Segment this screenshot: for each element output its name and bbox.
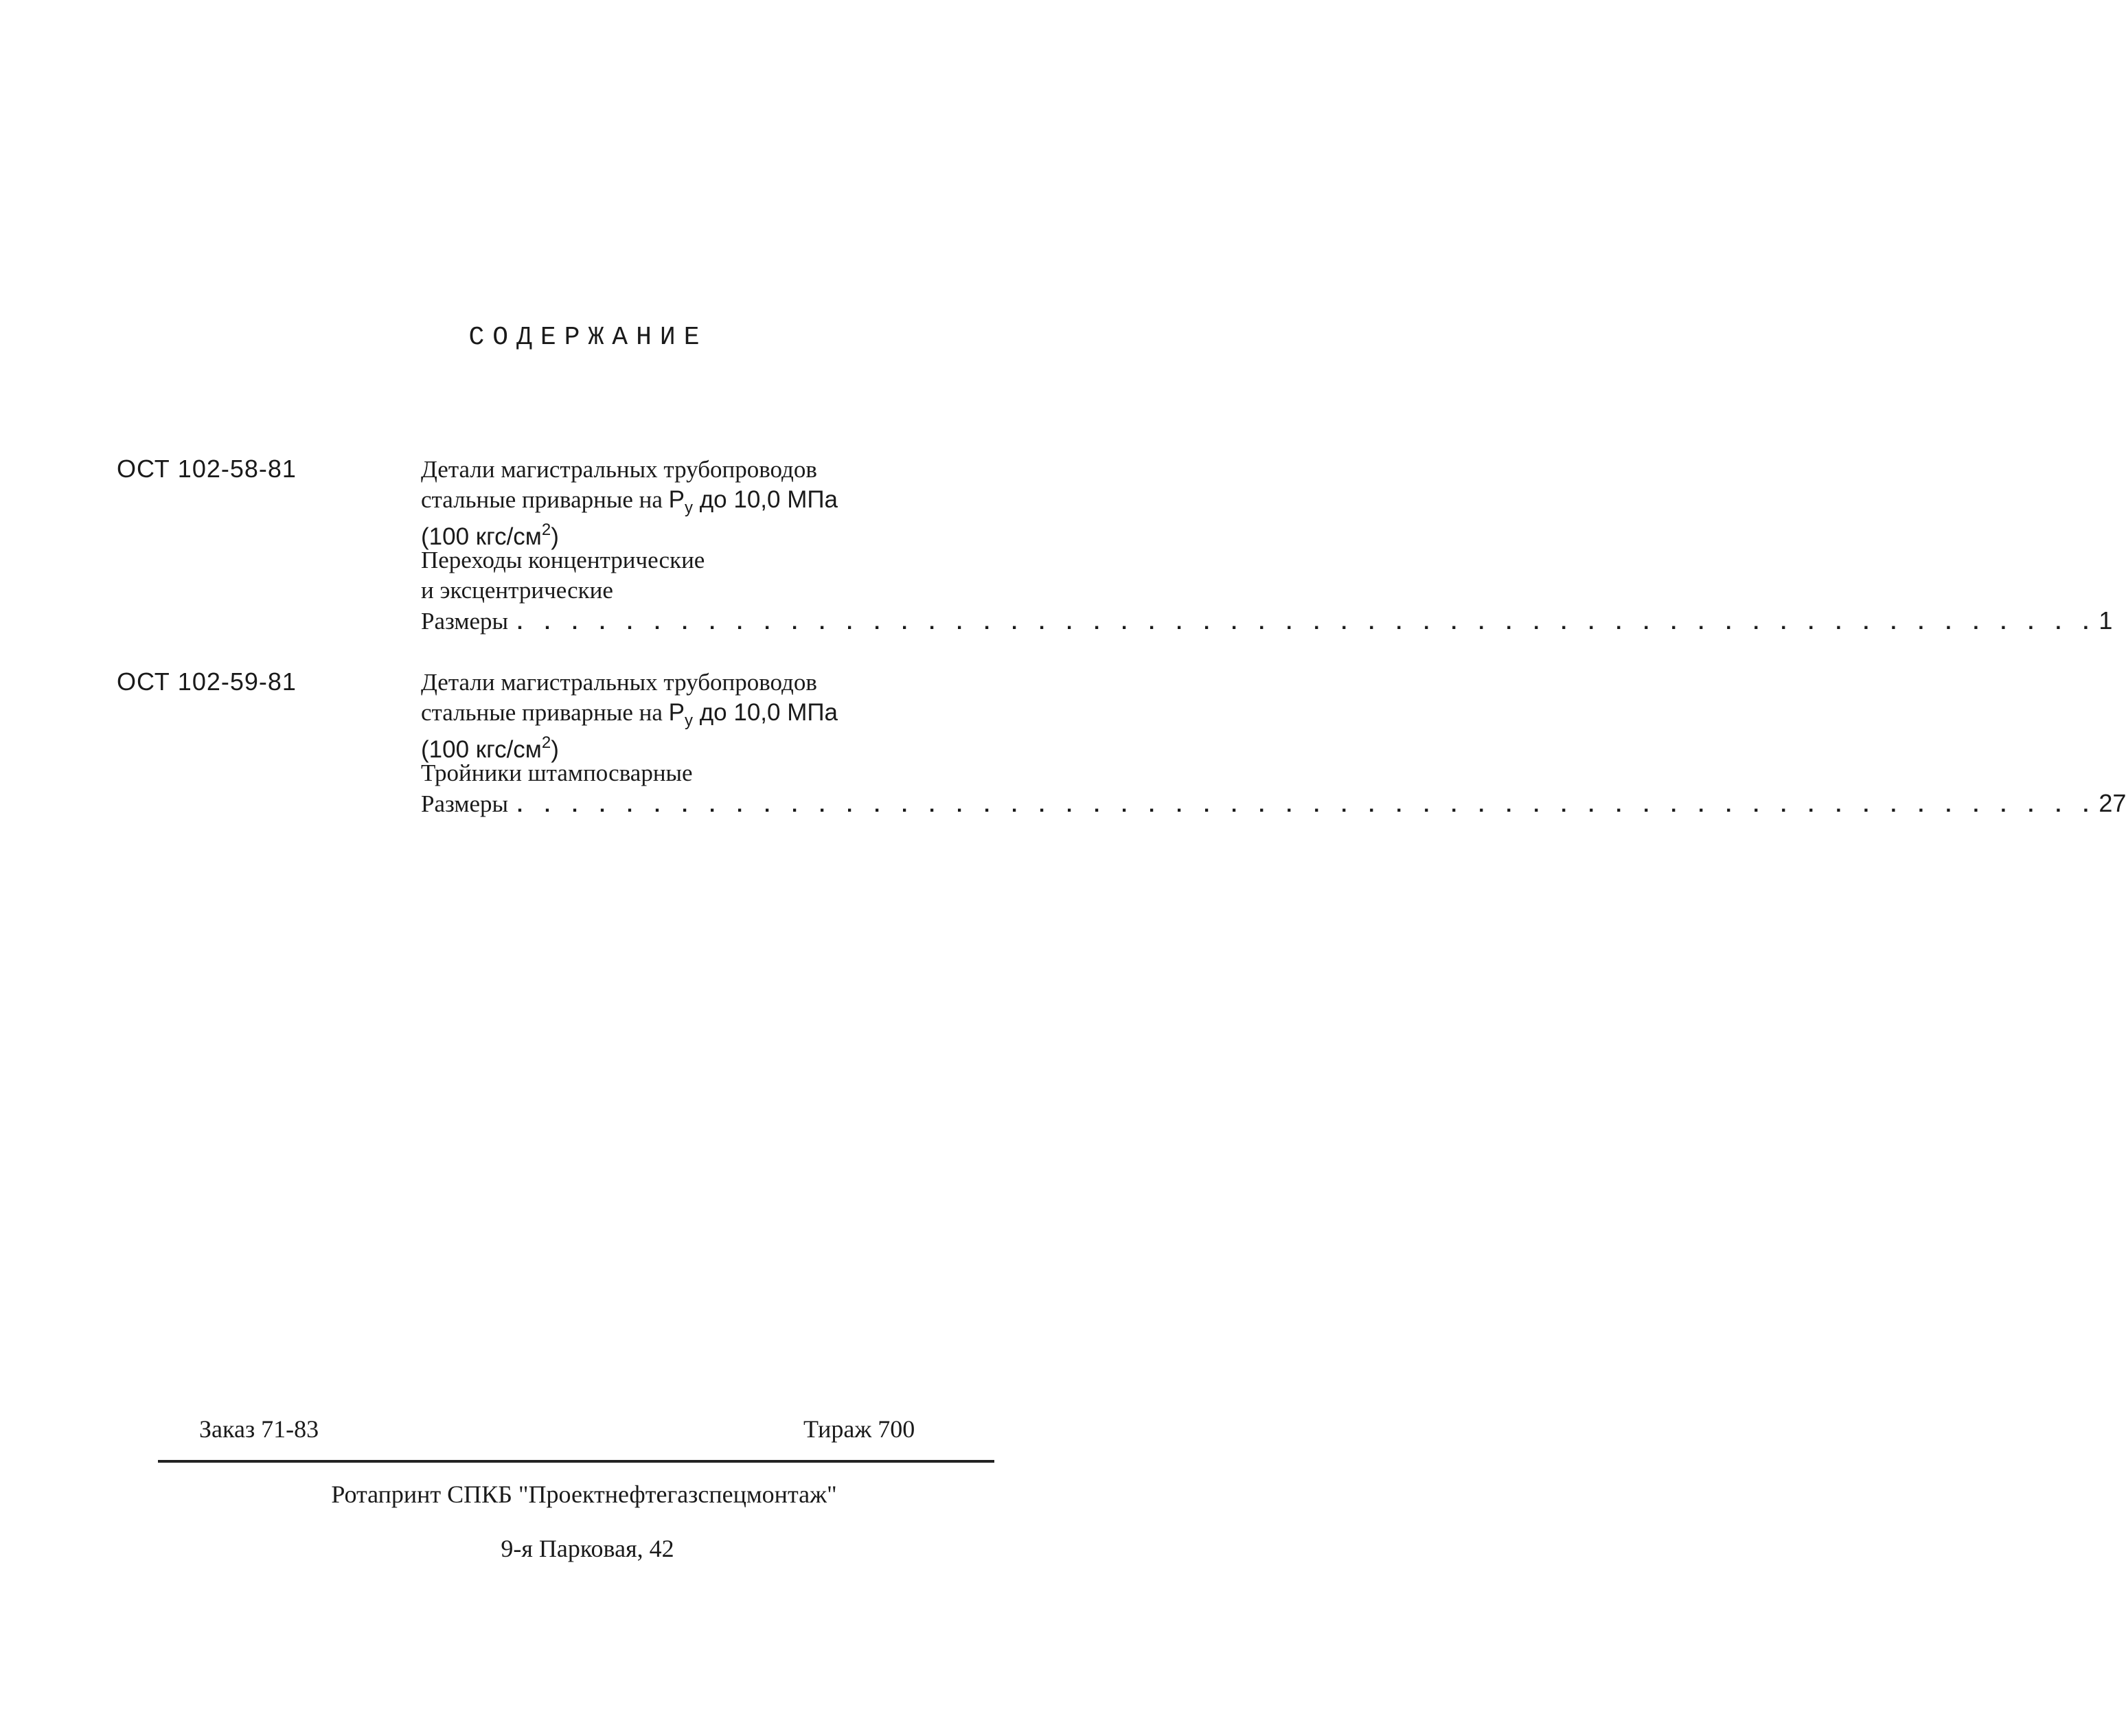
entry-line-units — [421, 728, 1063, 763]
pressure-symbol: P — [668, 699, 685, 726]
imprint-row — [0, 1415, 1168, 1449]
pressure-units: (100 кгс/см — [421, 736, 542, 763]
leader-label: Размеры — [421, 608, 509, 635]
entry-line-pressure — [421, 698, 1063, 728]
order-number: Заказ 71-83 — [199, 1415, 319, 1443]
page-number: 1 — [2099, 606, 2113, 635]
standard-code: ОСТ 102-58-81 — [117, 455, 297, 483]
entry-text: стальные приварные на — [421, 699, 669, 726]
page-number: 27 — [2099, 789, 2126, 817]
page-title: СОДЕРЖАНИЕ — [468, 323, 708, 352]
dot-leader: . . . . . . . . . . . . . . . . . . . . . . . . . . . . . . . . . . . . . . . . . . . . . . . . . . . . . . . . . . — [514, 613, 2094, 636]
leader-label: Размеры — [421, 790, 509, 817]
printer-address: 9-я Парковая, 42 — [501, 1535, 674, 1562]
units-exponent: 2 — [541, 521, 551, 539]
entry-line: Детали магистральных трубопроводов — [421, 456, 817, 483]
pressure-units: (100 кгс/см — [421, 523, 542, 550]
divider — [158, 1460, 994, 1463]
pressure-subscript: у — [685, 499, 694, 517]
pressure-subscript: у — [685, 711, 694, 730]
units-exponent: 2 — [541, 733, 551, 752]
entry-line: Тройники штампосварные — [421, 760, 693, 786]
entry-line-units — [421, 515, 1063, 550]
units-close: ) — [551, 523, 559, 550]
entry-line: и эксцентрические — [421, 577, 613, 604]
entry-text: стальные приварные на — [421, 486, 669, 513]
entry-description — [421, 455, 2113, 636]
entry-line-pressure — [421, 485, 1063, 515]
entry-line: Переходы концентрические — [421, 547, 705, 573]
entry-description — [421, 667, 2126, 819]
print-run: Тираж 700 — [803, 1415, 915, 1443]
pressure-symbol: P — [668, 486, 685, 513]
units-close: ) — [551, 736, 559, 763]
pressure-limit: до 10,0 МПа — [693, 486, 838, 513]
toc-leader-row — [421, 788, 2126, 819]
standard-code: ОСТ 102-59-81 — [117, 667, 297, 696]
pressure-limit: до 10,0 МПа — [693, 699, 838, 726]
dot-leader: . . . . . . . . . . . . . . . . . . . . . . . . . . . . . . . . . . . . . . . . . . . . . . . . . . . . . . . . . . — [514, 795, 2094, 819]
toc-leader-row — [421, 606, 2113, 636]
printer-name: Ротапринт СПКБ "Проектнефтегазспецмонтаж" — [331, 1481, 837, 1508]
entry-line: Детали магистральных трубопроводов — [421, 669, 817, 696]
